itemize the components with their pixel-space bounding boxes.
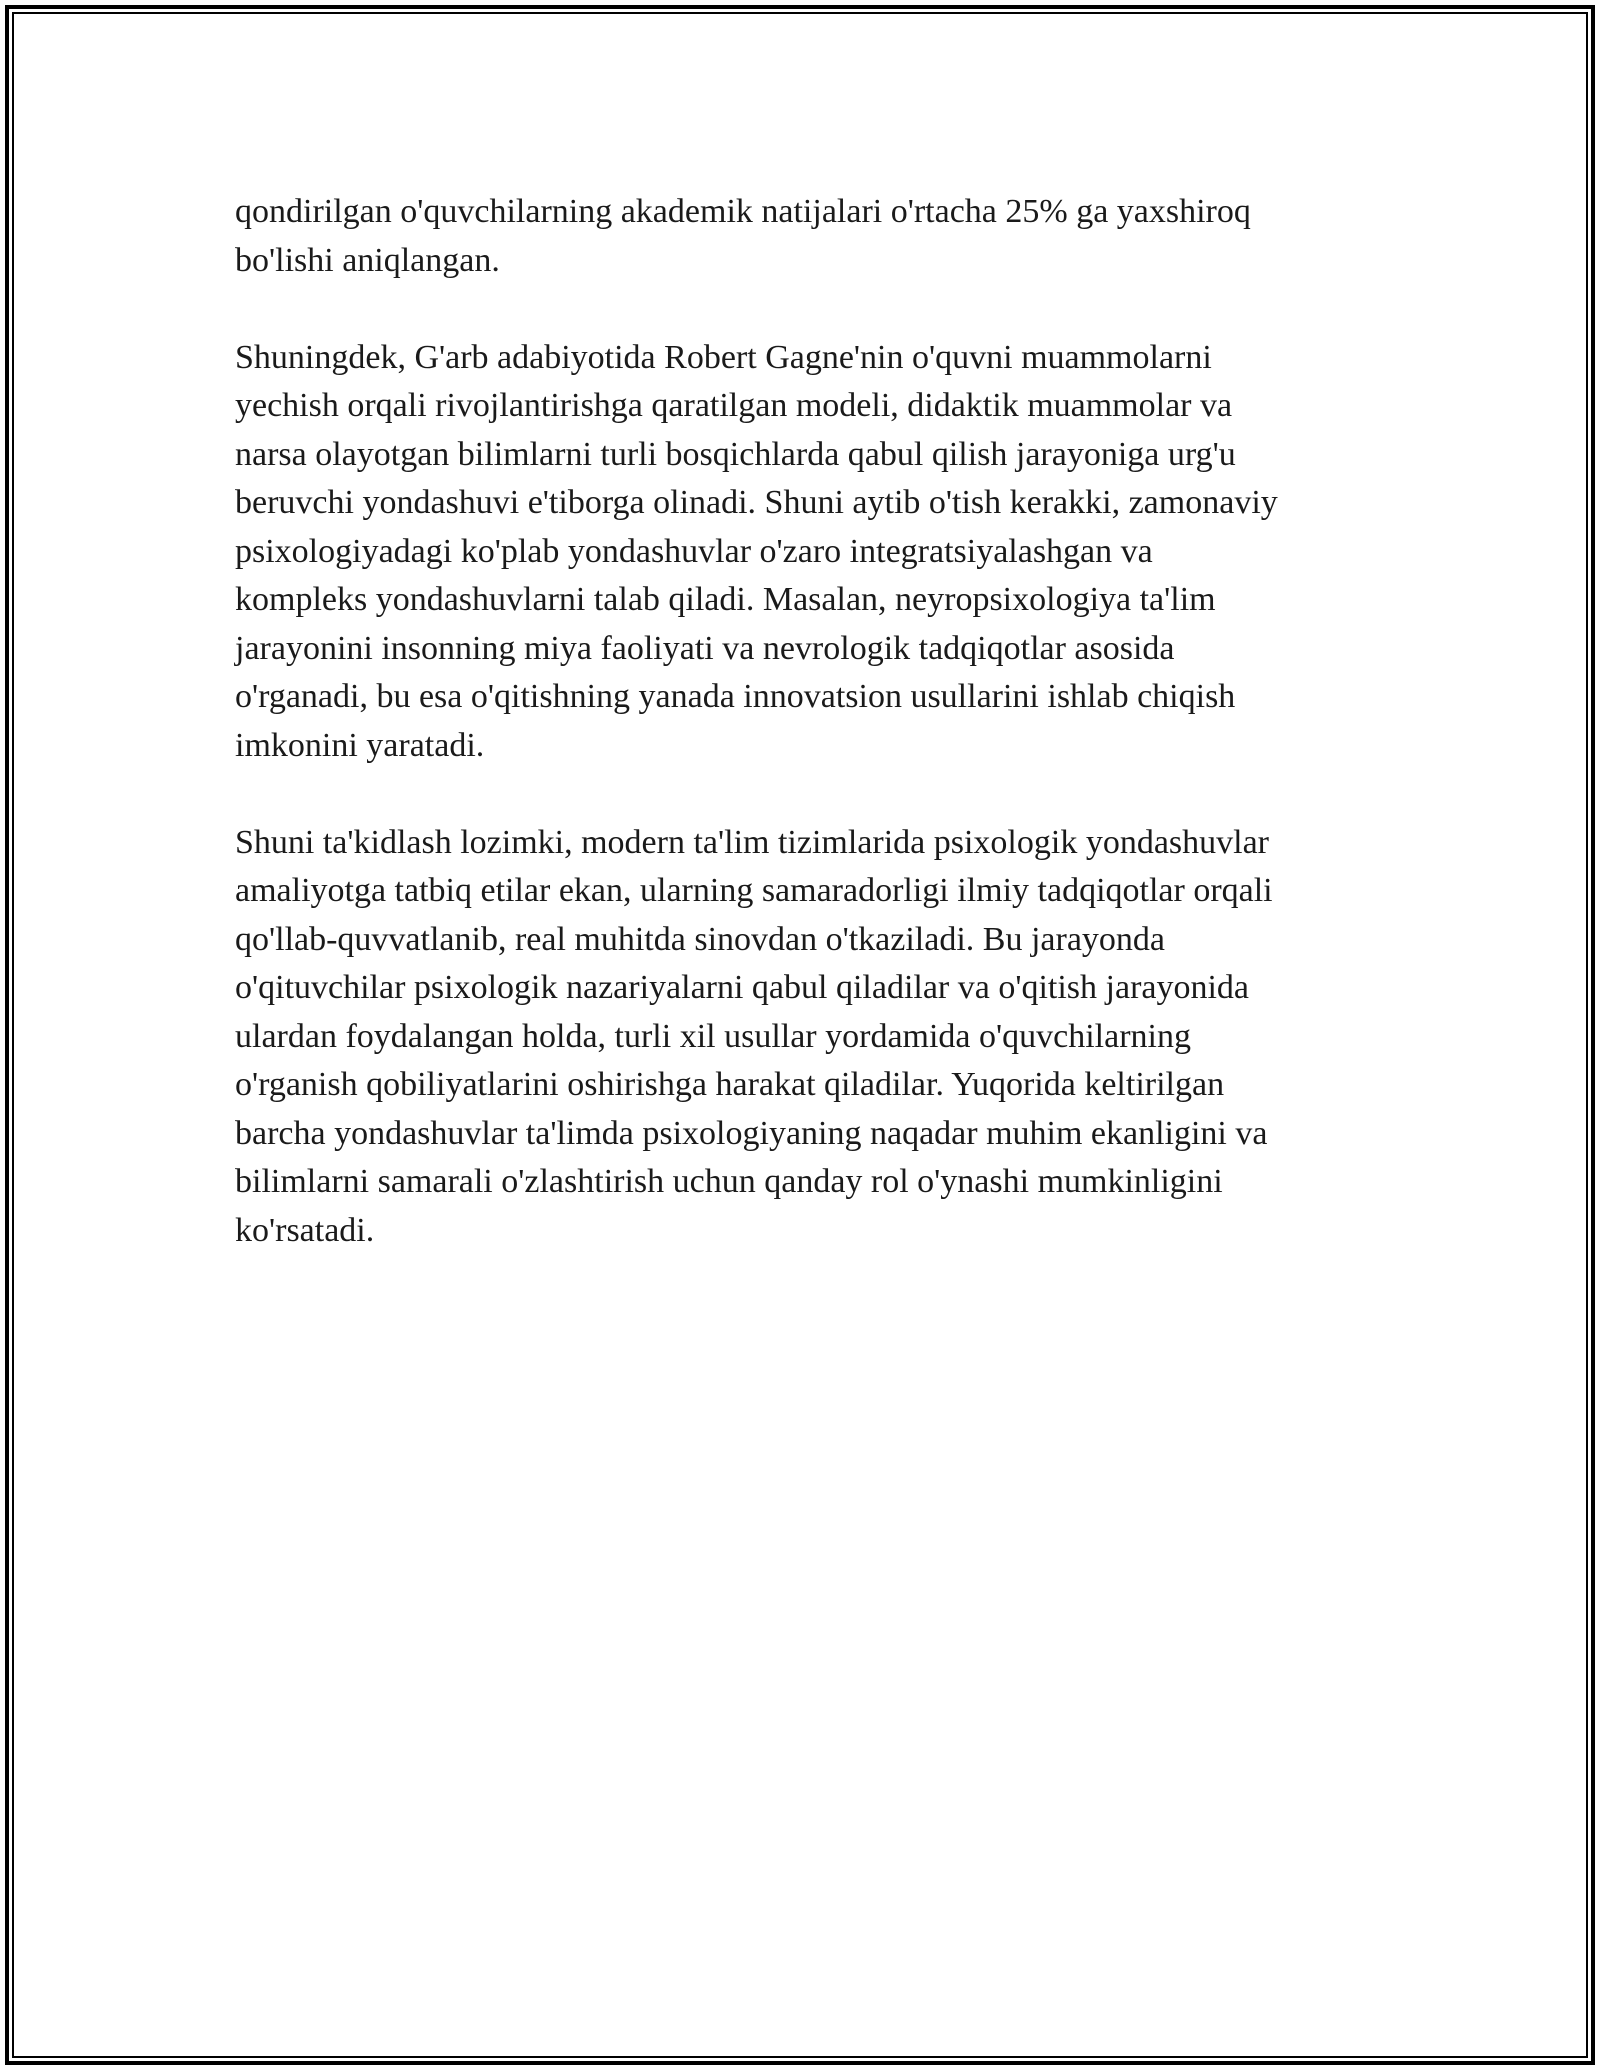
paragraph-1 bbox=[235, 188, 1375, 285]
text-line: barcha yondashuvlar ta'limda psixologiyaning naqadar muhim ekanligini va bbox=[235, 1114, 1268, 1152]
text-line: o'qituvchilar psixologik nazariyalarni qabul qiladilar va o'qitish jarayonida bbox=[235, 969, 1250, 1006]
text-line: Shuni ta'kidlash lozimki, modern ta'lim tizimlarida psixologik yondashuvlar bbox=[235, 823, 1269, 861]
text-line: qo'llab-quvvatlanib, real muhitda sinovdan o'tkaziladi. Bu jarayonda bbox=[235, 920, 1166, 958]
paragraph-3 bbox=[235, 819, 1375, 1256]
text-line: o'rganadi, bu esa o'qitishning yanada innovatsion usullarini ishlab chiqish bbox=[235, 678, 1236, 715]
text-line: imkonini yaratadi. bbox=[235, 726, 485, 764]
text-line: beruvchi yondashuvi e'tiborga olinadi. Shuni aytib o'tish kerakki, zamonaviy bbox=[235, 484, 1278, 521]
document-body bbox=[235, 188, 1375, 1255]
text-line: amaliyotga tatbiq etilar ekan, ularning samaradorligi ilmiy tadqiqotlar orqali bbox=[235, 872, 1273, 909]
text-line: narsa olayotgan bilimlarni turli bosqichlarda qabul qilish jarayoniga urg'u bbox=[235, 435, 1236, 473]
text-line: ko'rsatadi. bbox=[235, 1211, 375, 1249]
text-line: qondirilgan o'quvchilarning akademik natijalari o'rtacha 25% ga yaxshiroq bbox=[235, 193, 1251, 230]
text-line: Shuningdek, G'arb adabiyotida Robert Gagne'nin o'quvni muammolarni bbox=[235, 338, 1212, 376]
paragraph-2 bbox=[235, 334, 1375, 771]
text-line: psixologiyadagi ko'plab yondashuvlar o'zaro integratsiyalashgan va bbox=[235, 532, 1153, 570]
text-line: kompleks yondashuvlarni talab qiladi. Masalan, neyropsixologiya ta'lim bbox=[235, 581, 1216, 618]
text-line: jarayonini insonning miya faoliyati va nevrologik tadqiqotlar asosida bbox=[235, 629, 1175, 667]
text-line: yechish orqali rivojlantirishga qaratilgan modeli, didaktik muammolar va bbox=[235, 387, 1233, 424]
text-line: bilimlarni samarali o'zlashtirish uchun qanday rol o'ynashi mumkinligini bbox=[235, 1163, 1223, 1200]
text-line: ulardan foydalangan holda, turli xil usullar yordamida o'quvchilarning bbox=[235, 1017, 1191, 1055]
text-line: o'rganish qobiliyatlarini oshirishga harakat qiladilar. Yuqorida keltirilgan bbox=[235, 1066, 1225, 1103]
text-line: bo'lishi aniqlangan. bbox=[235, 241, 500, 279]
